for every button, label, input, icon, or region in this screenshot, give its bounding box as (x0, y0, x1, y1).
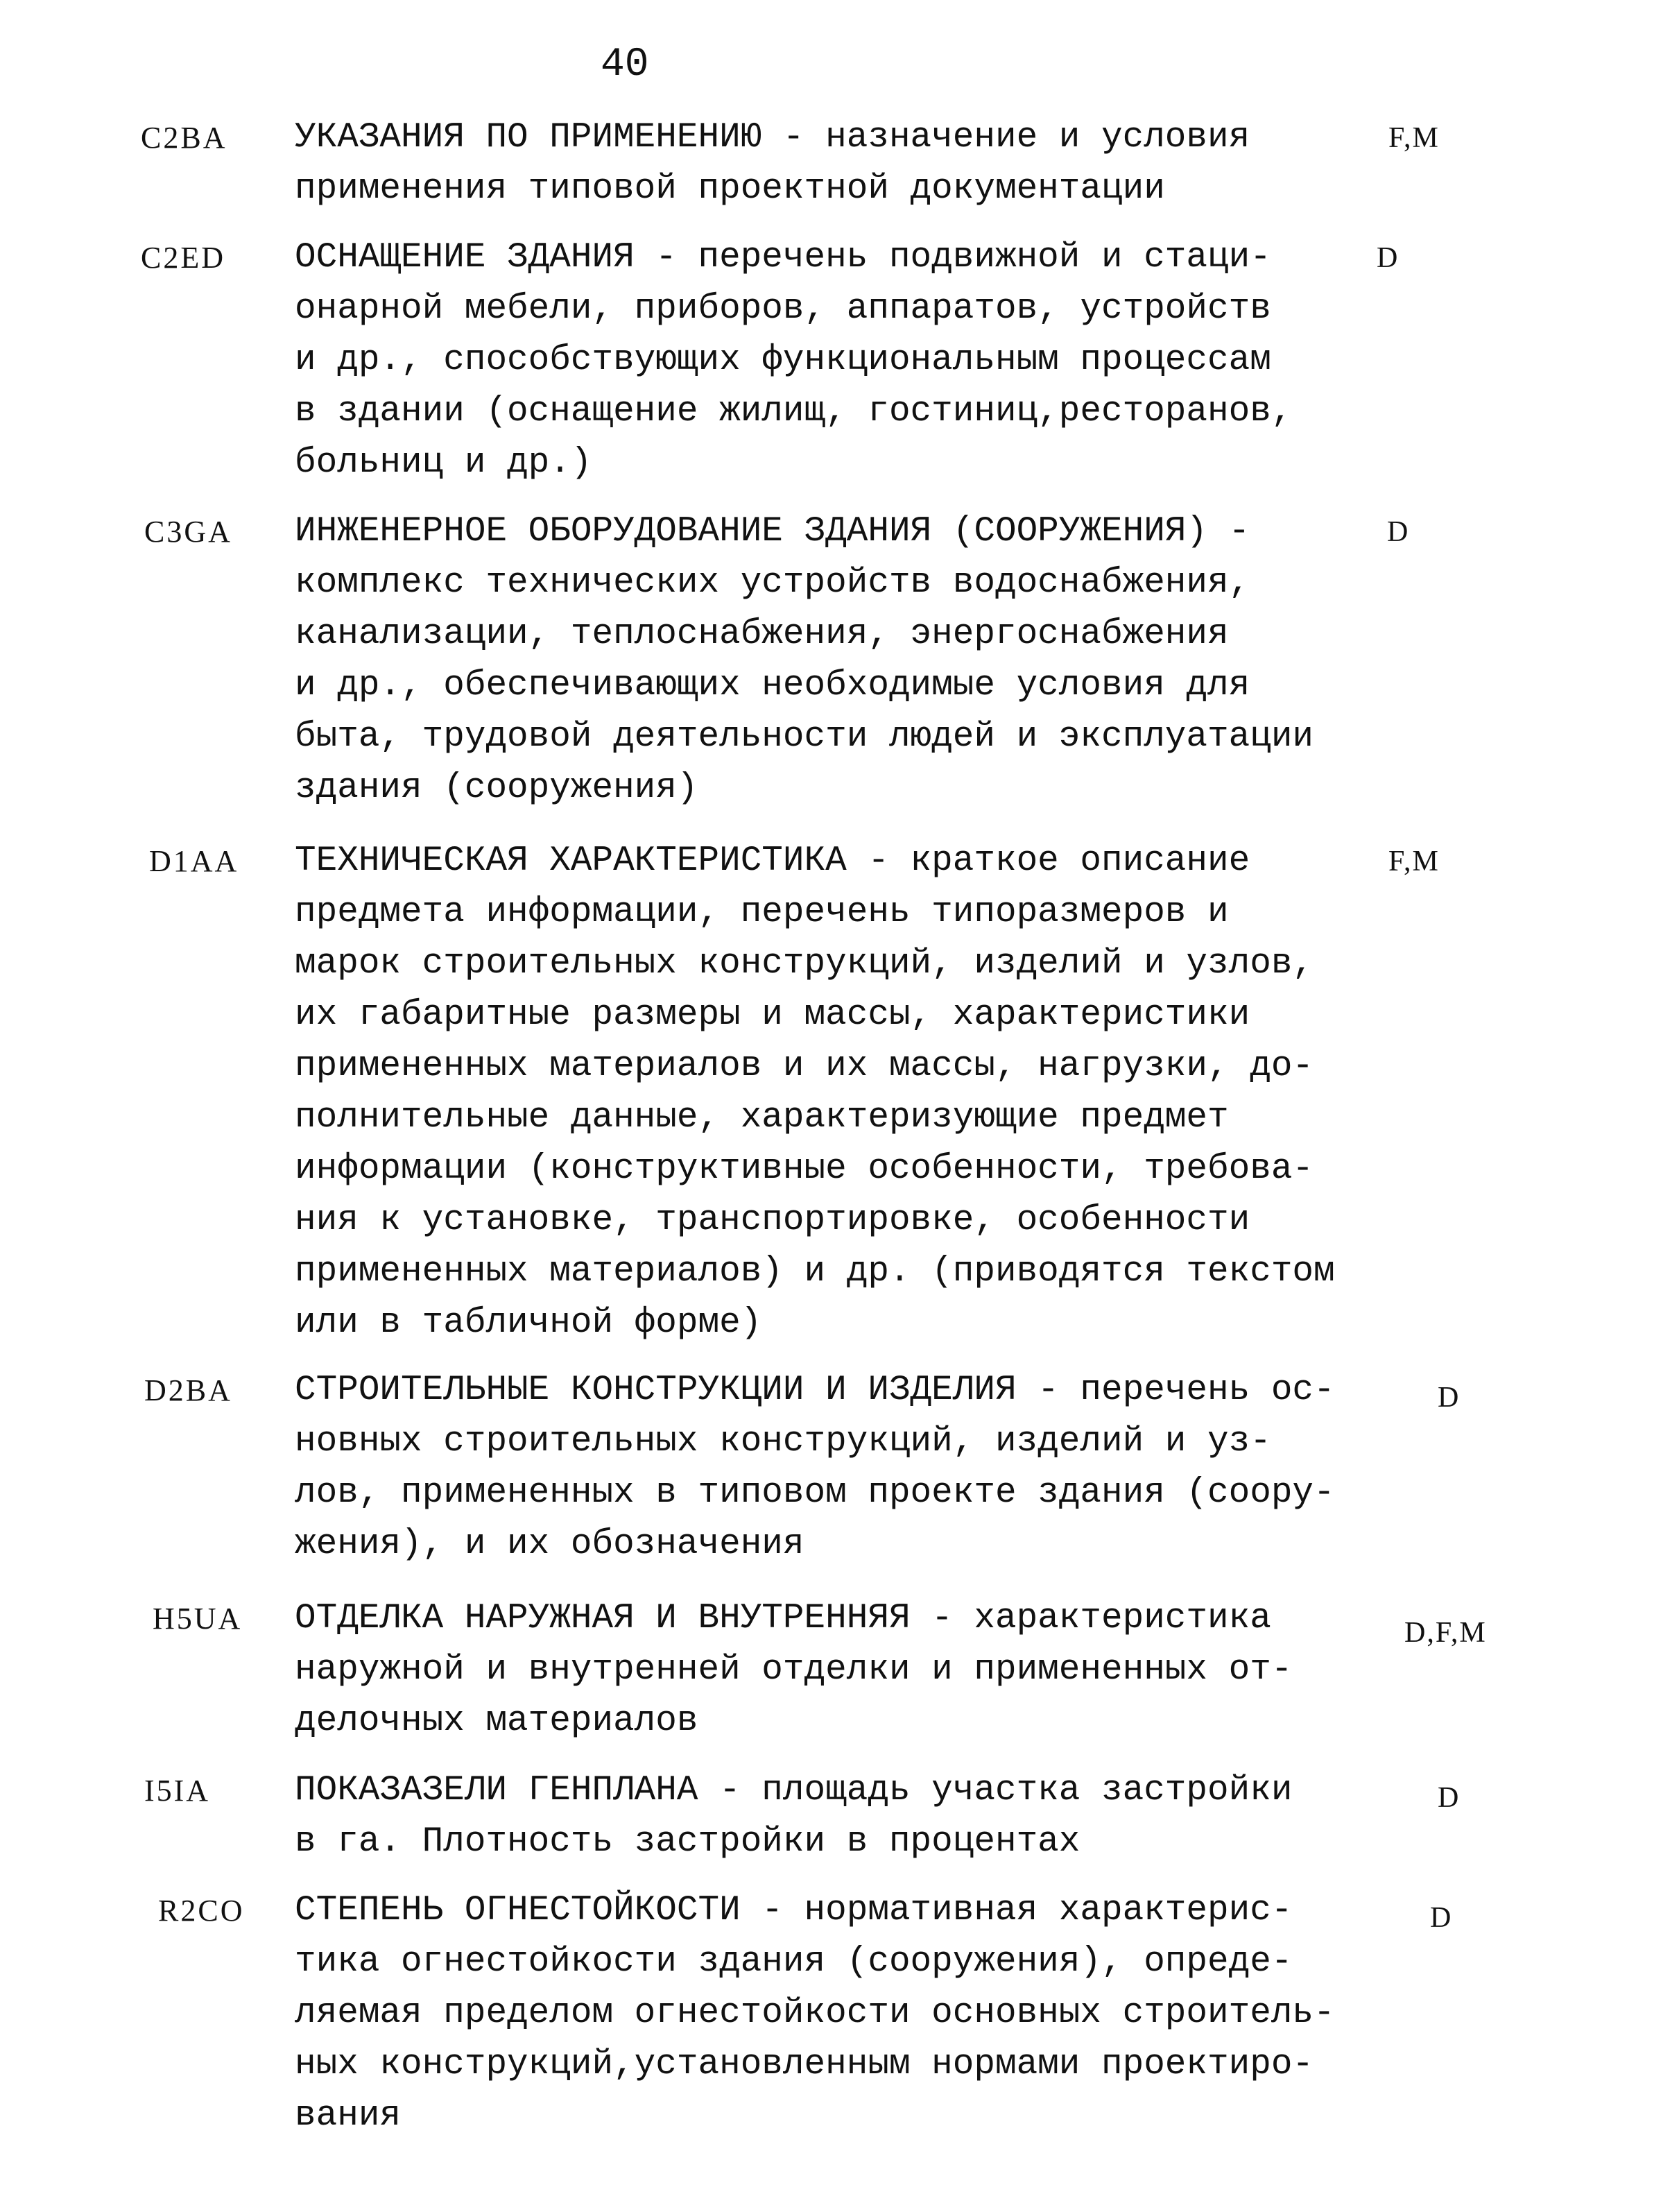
description-line: УКАЗАНИЯ ПО ПРИМЕНЕНИЮ - назначение и условия (295, 118, 1250, 157)
description-line: марок строительных конструкций, изделий и узлов, (295, 944, 1314, 984)
description-line: комплекс технических устройств водоснабжения, (295, 563, 1250, 603)
entry-flags: D (1430, 1902, 1453, 1934)
entry-description (295, 1365, 1397, 1570)
description-line: информации (конструктивные особенности, требова- (295, 1149, 1314, 1189)
entry-code: H5UA (153, 1602, 243, 1636)
entry-code: I5IA (144, 1774, 211, 1808)
description-line: канализации, теплоснабжения, энергоснабжения (295, 615, 1229, 654)
entry-description (295, 112, 1397, 215)
description-line: предмета информации, перечень типоразмеров и (295, 893, 1229, 932)
entry-code: D2BA (144, 1373, 232, 1407)
description-line: тика огнестойкости здания (сооружения), опреде- (295, 1942, 1293, 1982)
description-line: в га. Плотность застройки в процентах (295, 1822, 1080, 1862)
entry-flags: D,F,M (1404, 1617, 1487, 1649)
description-line: онарной мебели, приборов, аппаратов, устройств (295, 289, 1271, 329)
entry-code: C3GA (144, 515, 232, 549)
entry-flags: D (1387, 516, 1410, 548)
description-line: больниц и др.) (295, 443, 592, 483)
description-line: быта, трудовой деятельности людей и эксплуатации (295, 717, 1314, 757)
entry-flags: D (1377, 242, 1400, 274)
description-line: ных конструкций,установленным нормами проектиро- (295, 2045, 1314, 2084)
entry-flags: F,M (1388, 122, 1440, 154)
entry-description (295, 1593, 1397, 1747)
entry-flags: F,M (1388, 846, 1440, 877)
description-line: ОСНАЩЕНИЕ ЗДАНИЯ - перечень подвижной и стаци- (295, 238, 1271, 277)
description-line: ТЕХНИЧЕСКАЯ ХАРАКТЕРИСТИКА - краткое описание (295, 841, 1250, 881)
description-line: жения), и их обозначения (295, 1525, 804, 1564)
entry-flags: D (1438, 1382, 1461, 1414)
description-line: СТРОИТЕЛЬНЫЕ КОНСТРУКЦИИ И ИЗДЕЛИЯ - перечень ос- (295, 1371, 1335, 1410)
description-line: ИНЖЕНЕРНОЕ ОБОРУДОВАНИЕ ЗДАНИЯ (СООРУЖЕНИЯ) - (295, 512, 1250, 551)
entry-description (295, 232, 1400, 489)
description-line: их габаритные размеры и массы, характеристики (295, 995, 1250, 1035)
description-line: применения типовой проектной документации (295, 169, 1165, 209)
description-line: в здании (оснащение жилищ, гостиниц,ресторанов, (295, 392, 1293, 431)
description-line: полнительные данные, характеризующие предмет (295, 1098, 1229, 1138)
entry-code: C2ED (141, 241, 225, 275)
description-line: вания (295, 2096, 402, 2136)
description-line: ния к установке, транспортировке, особенности (295, 1201, 1250, 1240)
description-line: новных строительных конструкций, изделий и уз- (295, 1422, 1271, 1461)
description-line: делочных материалов (295, 1701, 698, 1741)
entry-description (295, 836, 1397, 1349)
description-line: примененных материалов) и др. (приводятся текстом (295, 1252, 1335, 1292)
description-line: наружной и внутренней отделки и примененных от- (295, 1650, 1293, 1690)
entry-description (295, 1765, 1397, 1868)
description-line: и др., способствующих функциональным процессам (295, 341, 1271, 380)
description-line: СТЕПЕНЬ ОГНЕСТОЙКОСТИ - нормативная характерис- (295, 1891, 1293, 1930)
description-line: ОТДЕЛКА НАРУЖНАЯ И ВНУТРЕННЯЯ - характеристика (295, 1599, 1271, 1638)
description-line: лов, примененных в типовом проекте здания (соору- (295, 1473, 1335, 1513)
description-line: здания (сооружения) (295, 769, 698, 808)
description-line: ляемая пределом огнестойкости основных строитель- (295, 1994, 1335, 2033)
entry-description (295, 506, 1397, 814)
entry-code: D1AA (149, 844, 239, 878)
entry-description (295, 1885, 1397, 2142)
entry-code: R2CO (158, 1894, 245, 1928)
description-line: примененных материалов и их массы, нагрузки, до- (295, 1047, 1314, 1086)
description-line: или в табличной форме) (295, 1303, 762, 1343)
entry-flags: D (1438, 1782, 1461, 1814)
page-number: 40 (601, 42, 649, 87)
entry-code: C2BA (141, 121, 227, 155)
description-line: ПОКАЗАЗЕЛИ ГЕНПЛАНА - площадь участка застройки (295, 1771, 1293, 1810)
description-line: и др., обеспечивающих необходимые условия для (295, 666, 1250, 705)
